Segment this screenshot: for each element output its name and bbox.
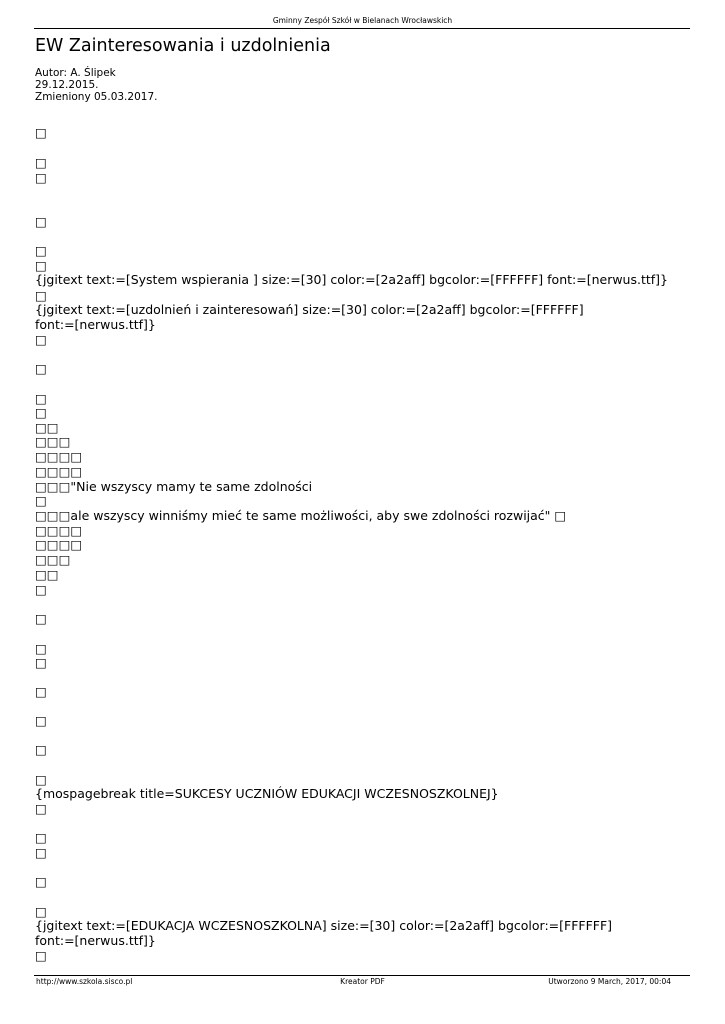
article-meta [35, 67, 157, 103]
body-line: □□□"Nie wszyscy mamy te same zdolności [35, 479, 313, 494]
body-line: □□□□ [35, 449, 83, 464]
body-line: □ [35, 361, 47, 376]
footer-generator: Kreator PDF [340, 977, 385, 986]
body-line: □□□□ [35, 537, 83, 552]
body-line: □ [35, 742, 47, 757]
body-line: □ [35, 391, 47, 406]
body-line: □ [35, 125, 47, 140]
body-line: □ [35, 214, 47, 229]
body-line: □ [35, 684, 47, 699]
body-line: □ [35, 258, 47, 273]
body-line: □□□ [35, 434, 71, 449]
author-line: Autor: A. Ślipek [35, 67, 116, 79]
body-line: □ [35, 713, 47, 728]
page-title: EW Zainteresowania i uzdolnienia [35, 36, 331, 56]
footer-divider [34, 975, 690, 976]
body-line: {jgitext text:=[EDUKACJA WCZESNOSZKOLNA] size:=[30] color:=[2a2aff] bgcolor:=[FFFFFF] [35, 918, 613, 933]
body-line: □ [35, 170, 47, 185]
body-line: □ [35, 655, 47, 670]
created-date: 29.12.2015. [35, 79, 99, 91]
body-line: □ [35, 948, 47, 963]
body-line: □ [35, 288, 47, 303]
body-line: {mospagebreak title=SUKCESY UCZNIÓW EDUKACJI WCZESNOSZKOLNEJ} [35, 786, 499, 801]
body-line: □□□ale wszyscy winniśmy mieć te same możliwości, aby swe zdolności rozwijać" □ [35, 508, 567, 523]
footer-created-stamp: Utworzono 9 March, 2017, 00:04 [548, 977, 671, 986]
body-line: □ [35, 874, 47, 889]
body-line: □ [35, 830, 47, 845]
body-line: {jgitext text:=[uzdolnień i zainteresowań] size:=[30] color:=[2a2aff] bgcolor:=[FFFFFF] [35, 302, 584, 317]
body-line: □ [35, 332, 47, 347]
body-line: □ [35, 904, 47, 919]
body-line: □ [35, 845, 47, 860]
body-line: □□□□ [35, 464, 83, 479]
modified-date: Zmieniony 05.03.2017. [35, 91, 158, 103]
body-line: font:=[nerwus.ttf]} [35, 317, 156, 332]
footer-url: http://www.szkola.sisco.pl [36, 977, 133, 986]
header-divider [34, 28, 690, 29]
body-line: {jgitext text:=[System wspierania ] size:=[30] color:=[2a2aff] bgcolor:=[FFFFFF] font:=[nerwus.ttf]} [35, 272, 669, 287]
body-line: □ [35, 801, 47, 816]
body-line: □ [35, 582, 47, 597]
body-line: □ [35, 405, 47, 420]
body-line: □□□□ [35, 523, 83, 538]
body-line: □ [35, 641, 47, 656]
body-line: □ [35, 772, 47, 787]
body-line: □ [35, 243, 47, 258]
body-line: □ [35, 611, 47, 626]
body-line: □ [35, 493, 47, 508]
body-line: □□ [35, 567, 59, 582]
body-line: □□□ [35, 552, 71, 567]
site-header: Gminny Zespół Szkół w Bielanach Wrocławskich [272, 16, 453, 25]
body-line: □ [35, 155, 47, 170]
body-line: font:=[nerwus.ttf]} [35, 933, 156, 948]
body-line: □□ [35, 420, 59, 435]
